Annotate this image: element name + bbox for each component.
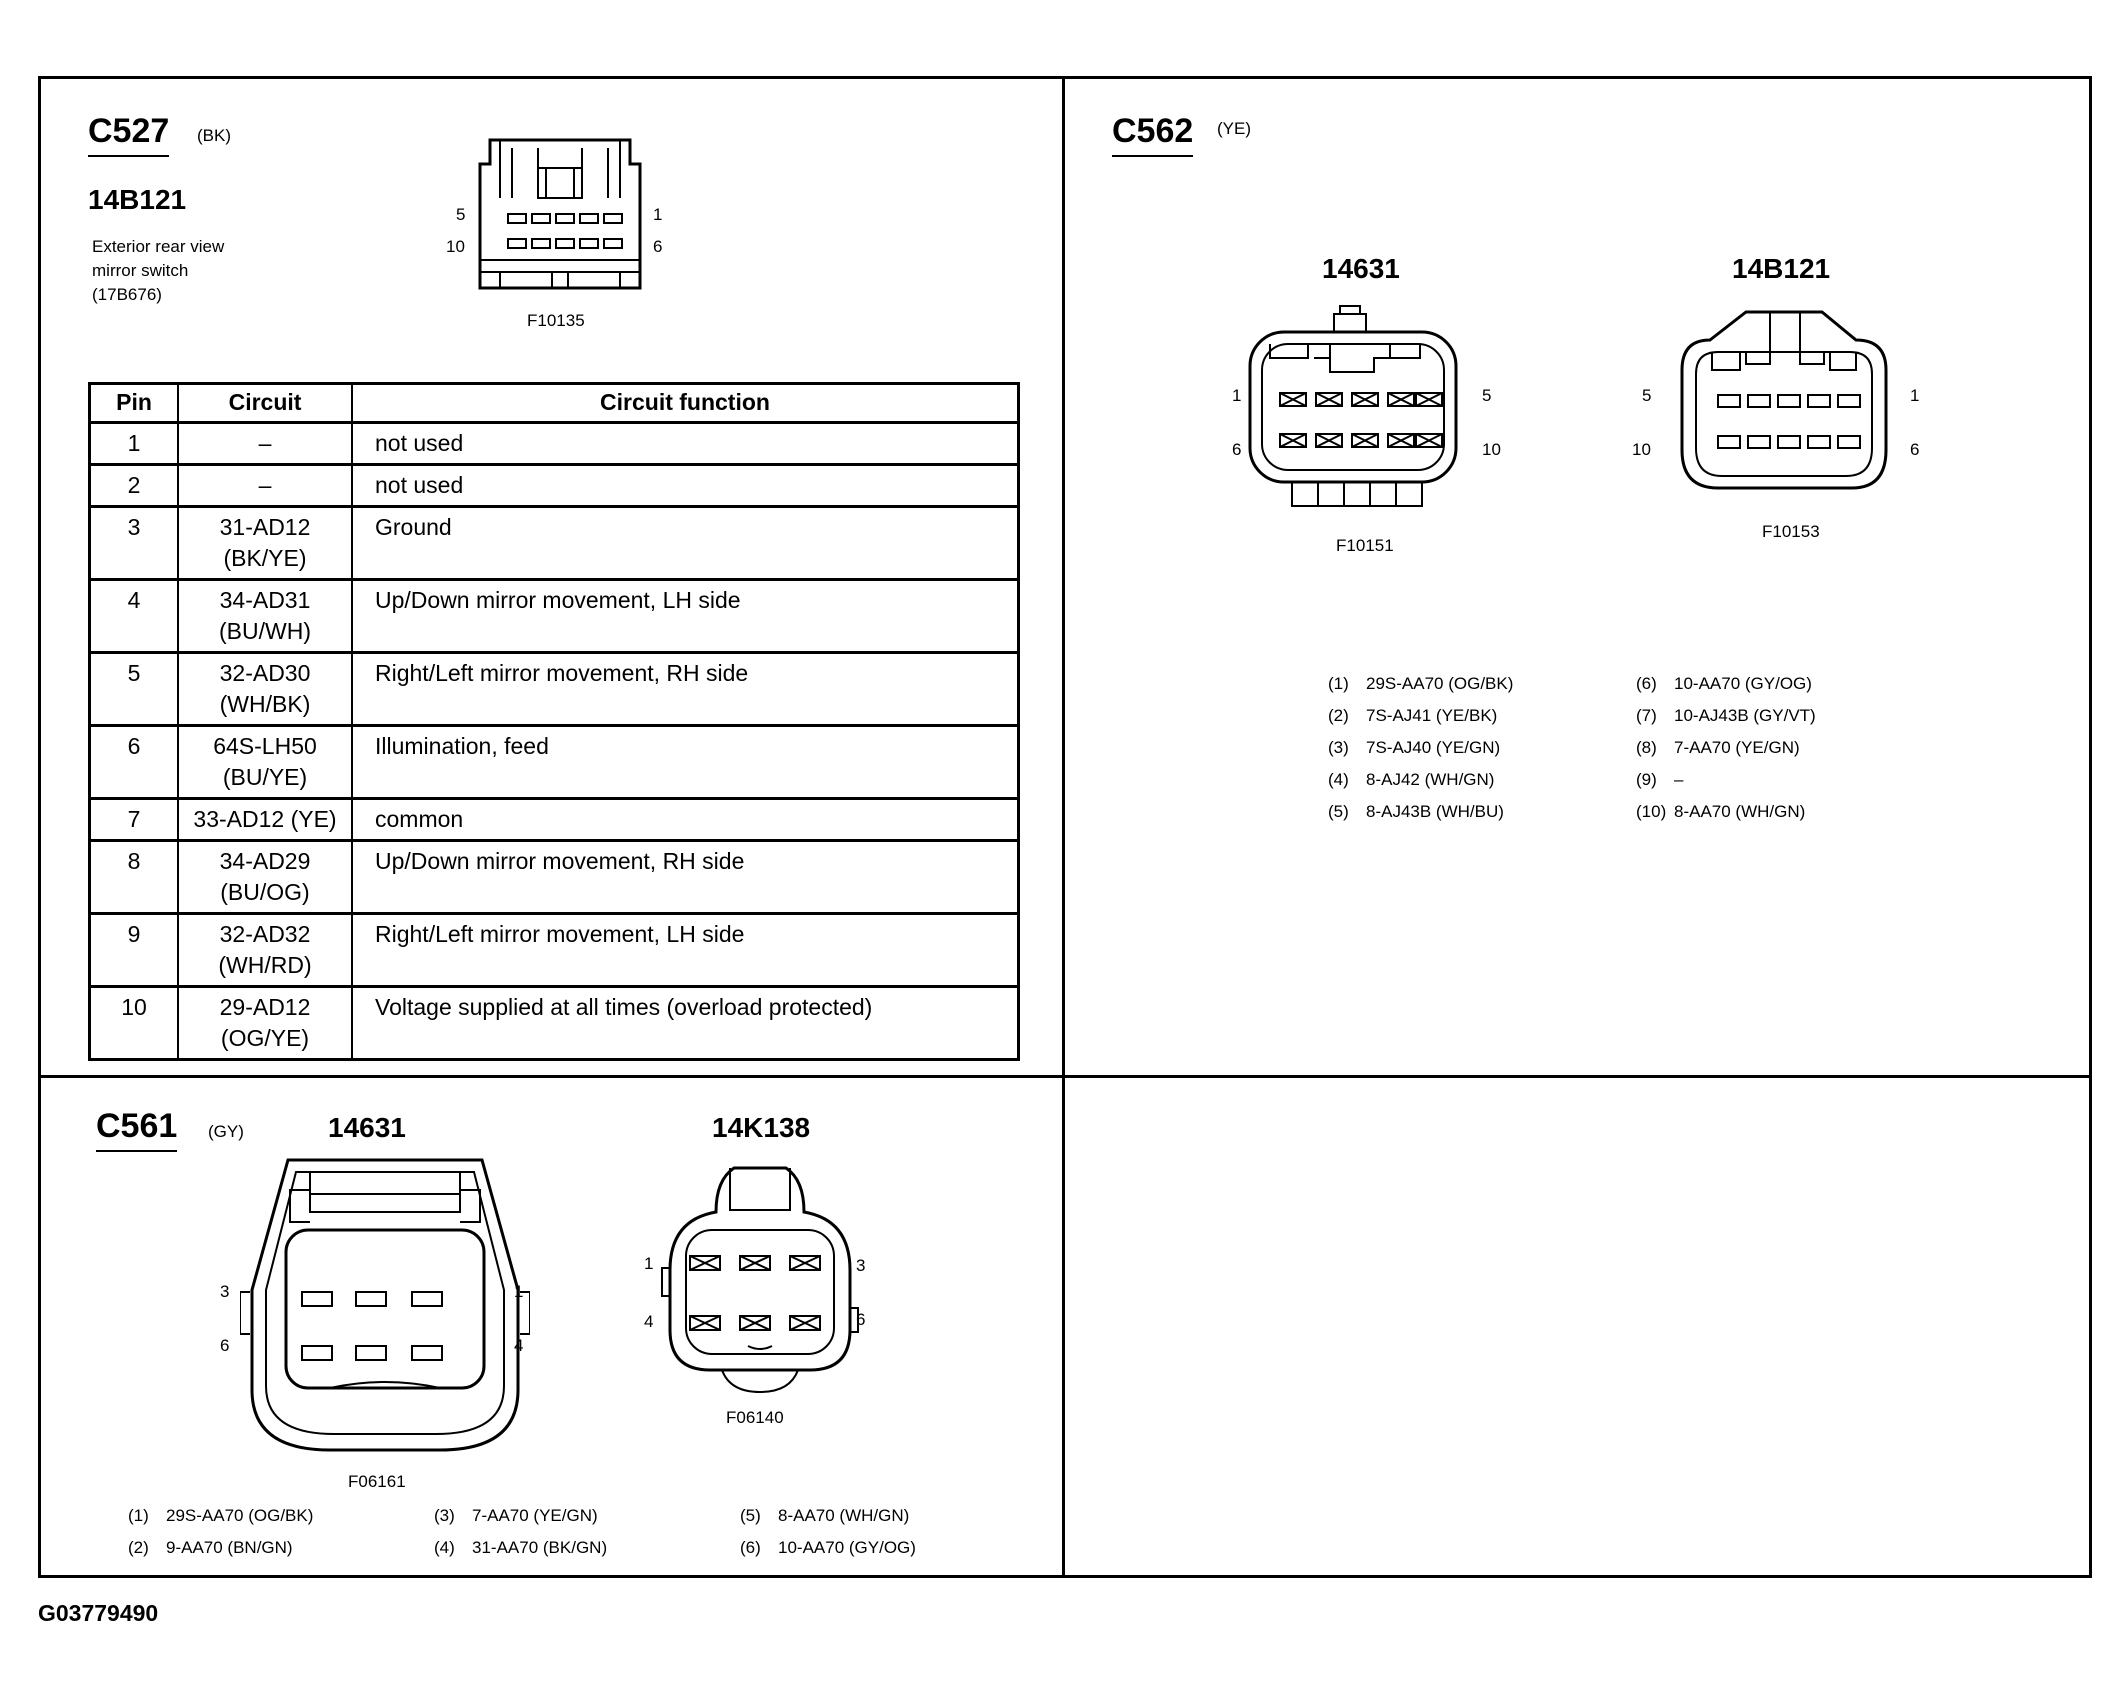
legend-circuit: 7-AA70 (YE/GN): [472, 1506, 598, 1525]
vertical-divider: [1062, 76, 1065, 1578]
c562-right-pin-label: 5: [1642, 386, 1652, 405]
legend-row: [1328, 732, 1513, 764]
c527-pin-label: 5: [456, 205, 466, 224]
legend-pin: (6): [740, 1538, 761, 1557]
c527-pin-label: 6: [653, 237, 663, 256]
legend-pin: (1): [128, 1506, 149, 1525]
c527-connector-face-drawing: [440, 128, 700, 338]
table-row: [90, 799, 1019, 841]
c561-right-pin-label: 6: [856, 1310, 866, 1329]
c562-left-pin-label: 1: [1232, 386, 1242, 405]
c562-left-figure-ref: F10151: [1336, 536, 1394, 555]
pin-cell: 4: [90, 580, 179, 653]
pin-cell: 5: [90, 653, 179, 726]
footer-code: G03779490: [38, 1600, 159, 1626]
pin-cell: 2: [90, 465, 179, 507]
circuit-line: 29-AD12: [219, 994, 311, 1020]
legend-row: [740, 1532, 916, 1564]
circuit-line: 31-AD12: [219, 514, 311, 540]
c561-connector-id: C561: [96, 1107, 177, 1152]
legend-row: [128, 1532, 313, 1564]
legend-circuit: 8-AA70 (WH/GN): [778, 1506, 910, 1525]
c561-right-pin-label: 4: [644, 1312, 654, 1331]
c562-right-pin-label: 10: [1632, 440, 1651, 459]
c561-left-pin-label: 4: [514, 1336, 524, 1355]
circuit-line: (WH/BK): [219, 691, 311, 717]
circuit-line: –: [258, 430, 272, 456]
c562-right-pin-label: 1: [1910, 386, 1920, 405]
legend-pin: (1): [1328, 674, 1349, 693]
circuit-line: 34-AD31: [219, 587, 311, 613]
circuit-cell: [178, 914, 352, 987]
function-cell: Illumination, feed: [352, 726, 1019, 799]
legend-pin: (5): [740, 1506, 761, 1525]
table-header-row: [90, 384, 1019, 423]
c561-wire-legend-col3: [740, 1500, 916, 1564]
circuit-line: (BU/WH): [219, 618, 311, 644]
legend-row: [1328, 764, 1513, 796]
legend-circuit: 7S-AJ41 (YE/BK): [1366, 706, 1498, 725]
c527-part-number: 14B121: [88, 184, 187, 215]
legend-row: [1328, 668, 1513, 700]
circuit-cell: [178, 841, 352, 914]
function-cell: Right/Left mirror movement, RH side: [352, 653, 1019, 726]
legend-circuit: 8-AJ42 (WH/GN): [1366, 770, 1495, 789]
legend-pin: (2): [1328, 706, 1349, 725]
function-cell: Right/Left mirror movement, LH side: [352, 914, 1019, 987]
c562-left-pin-label: 6: [1232, 440, 1242, 459]
legend-circuit: 8-AJ43B (WH/BU): [1366, 802, 1504, 821]
function-cell: Voltage supplied at all times (overload protected): [352, 987, 1019, 1060]
function-cell: not used: [352, 423, 1019, 465]
horizontal-divider: [38, 1075, 2092, 1078]
circuit-line: 64S-LH50: [213, 733, 317, 759]
function-cell: not used: [352, 465, 1019, 507]
legend-circuit: 29S-AA70 (OG/BK): [166, 1506, 314, 1525]
pin-cell: 9: [90, 914, 179, 987]
c561-left-pin-label: 6: [220, 1336, 230, 1355]
legend-pin: (4): [434, 1538, 455, 1557]
legend-row: [1636, 764, 1816, 796]
circuit-line: (BK/YE): [223, 545, 307, 571]
legend-row: [1328, 796, 1513, 828]
pin-cell: 1: [90, 423, 179, 465]
circuit-line: 34-AD29: [219, 848, 311, 874]
legend-pin: (9): [1636, 770, 1657, 789]
c561-left-figure-ref: F06161: [348, 1472, 406, 1491]
pin-cell: 7: [90, 799, 179, 841]
c527-description-line: Exterior rear view: [92, 237, 225, 256]
c527-connector-color: (BK): [197, 126, 231, 145]
pin-cell: 10: [90, 987, 179, 1060]
c562-left-pin-label: 10: [1482, 440, 1501, 459]
c562-left-part-number: 14631: [1322, 253, 1400, 284]
legend-circuit: 8-AA70 (WH/GN): [1674, 802, 1806, 821]
column-header-pin: Pin: [90, 384, 179, 423]
function-cell: Up/Down mirror movement, LH side: [352, 580, 1019, 653]
table-row: [90, 580, 1019, 653]
circuit-line: (OG/YE): [220, 1025, 310, 1051]
c561-left-pin-label: 1: [514, 1282, 524, 1301]
pin-cell: 8: [90, 841, 179, 914]
legend-pin: (4): [1328, 770, 1349, 789]
circuit-line: (BU/YE): [222, 764, 308, 790]
c527-description-line: mirror switch: [92, 261, 189, 280]
pin-cell: 3: [90, 507, 179, 580]
legend-pin: (7): [1636, 706, 1657, 725]
function-cell: Ground: [352, 507, 1019, 580]
legend-circuit: 31-AA70 (BK/GN): [472, 1538, 608, 1557]
table-row: [90, 987, 1019, 1060]
circuit-cell: [178, 987, 352, 1060]
circuit-line: (WH/RD): [218, 952, 312, 978]
legend-circuit: 10-AJ43B (GY/VT): [1674, 706, 1816, 725]
legend-pin: (3): [1328, 738, 1349, 757]
legend-row: [1636, 732, 1816, 764]
legend-circuit: 7S-AJ40 (YE/GN): [1366, 738, 1501, 757]
c561-left-pin-label: 3: [220, 1282, 230, 1301]
c561-connector-color: (GY): [208, 1122, 244, 1141]
c562-right-pin-label: 6: [1910, 440, 1920, 459]
legend-circuit: 10-AA70 (GY/OG): [778, 1538, 916, 1557]
c562-connector-color: (YE): [1217, 119, 1251, 138]
c561-left-connector-drawing: [240, 1150, 530, 1470]
circuit-line: (BU/OG): [220, 879, 310, 905]
c527-description: [92, 235, 224, 307]
c561-right-pin-label: 1: [644, 1254, 654, 1273]
c561-right-part-number: 14K138: [712, 1112, 811, 1143]
c561-wire-legend-col2: [434, 1500, 607, 1564]
c562-left-pin-label: 5: [1482, 386, 1492, 405]
c561-right-connector-drawing: [650, 1160, 870, 1400]
c562-right-figure-ref: F10153: [1762, 522, 1820, 541]
table-row: [90, 507, 1019, 580]
circuit-cell: [178, 423, 352, 465]
legend-row: [1636, 668, 1816, 700]
circuit-cell: [178, 507, 352, 580]
circuit-line: 32-AD30: [219, 660, 311, 686]
c527-connector-id: C527: [88, 112, 169, 157]
function-cell: Up/Down mirror movement, RH side: [352, 841, 1019, 914]
c562-right-connector-drawing: [1660, 300, 1910, 500]
legend-circuit: 9-AA70 (BN/GN): [166, 1538, 293, 1557]
circuit-line: 32-AD32: [219, 921, 311, 947]
c527-pin-table: [88, 382, 1020, 1061]
legend-circuit: 7-AA70 (YE/GN): [1674, 738, 1800, 757]
circuit-cell: [178, 799, 352, 841]
function-cell: common: [352, 799, 1019, 841]
column-header-circuit: Circuit: [178, 384, 352, 423]
legend-row: [434, 1532, 607, 1564]
legend-row: [1636, 700, 1816, 732]
circuit-line: 33-AD12 (YE): [193, 806, 337, 832]
legend-pin: (6): [1636, 674, 1657, 693]
c561-right-figure-ref: F06140: [726, 1408, 784, 1427]
c527-figure-ref: F10135: [527, 311, 585, 330]
pin-cell: 6: [90, 726, 179, 799]
legend-row: [740, 1500, 916, 1532]
legend-pin: (3): [434, 1506, 455, 1525]
circuit-cell: [178, 580, 352, 653]
legend-circuit: –: [1674, 770, 1684, 789]
circuit-cell: [178, 465, 352, 507]
column-header-function: Circuit function: [352, 384, 1019, 423]
circuit-line: –: [258, 472, 272, 498]
c561-wire-legend-col1: [128, 1500, 313, 1564]
c527-pin-label: 10: [446, 237, 465, 256]
c527-pin-label: 1: [653, 205, 663, 224]
table-row: [90, 914, 1019, 987]
legend-circuit: 29S-AA70 (OG/BK): [1366, 674, 1514, 693]
legend-circuit: 10-AA70 (GY/OG): [1674, 674, 1812, 693]
c562-right-part-number: 14B121: [1732, 253, 1831, 284]
legend-row: [434, 1500, 607, 1532]
table-row: [90, 726, 1019, 799]
legend-row: [128, 1500, 313, 1532]
table-row: [90, 423, 1019, 465]
c562-connector-id: C562: [1112, 112, 1193, 157]
c562-wire-legend-right: [1636, 668, 1816, 828]
c527-description-line: (17B676): [92, 285, 162, 304]
circuit-cell: [178, 653, 352, 726]
legend-pin: (10): [1636, 802, 1667, 821]
c562-wire-legend-left: [1328, 668, 1513, 828]
legend-pin: (5): [1328, 802, 1349, 821]
table-row: [90, 653, 1019, 726]
legend-row: [1636, 796, 1816, 828]
c562-left-connector-drawing: [1230, 300, 1490, 510]
table-row: [90, 841, 1019, 914]
legend-pin: (8): [1636, 738, 1657, 757]
legend-row: [1328, 700, 1513, 732]
table-row: [90, 465, 1019, 507]
legend-pin: (2): [128, 1538, 149, 1557]
c561-right-pin-label: 3: [856, 1256, 866, 1275]
circuit-cell: [178, 726, 352, 799]
c561-left-part-number: 14631: [328, 1112, 406, 1143]
